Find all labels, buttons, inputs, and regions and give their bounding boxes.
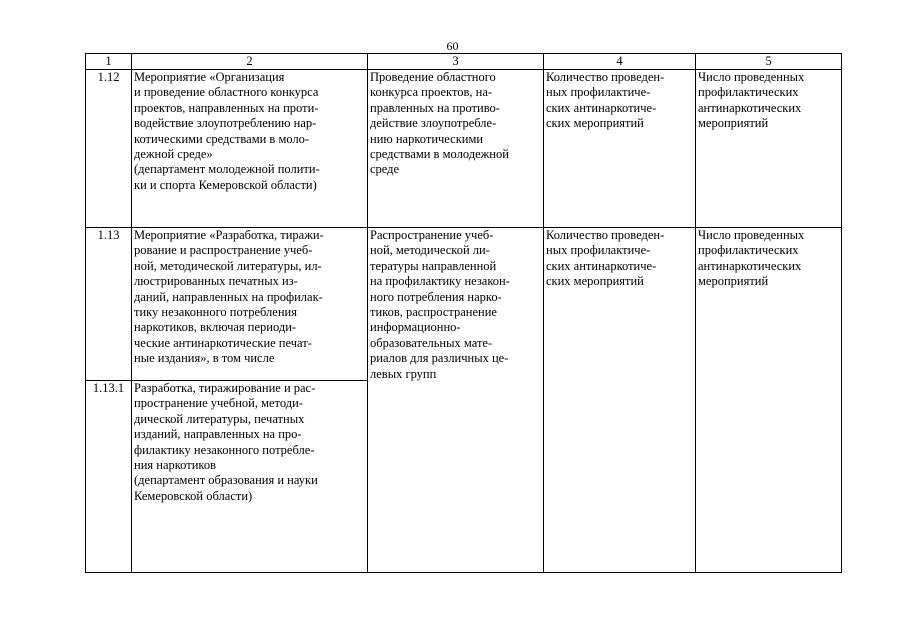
cell-text-line: Распространение учеб- bbox=[370, 228, 494, 242]
cell-text-line: и проведение областного конкурса bbox=[134, 85, 319, 100]
cell-text-line: тиков, распространение bbox=[370, 305, 497, 320]
content-cell bbox=[368, 70, 544, 228]
cell-text-line: мероприятий bbox=[698, 274, 769, 289]
row-number: 1.13 bbox=[86, 228, 132, 381]
cell-text-line: правленных на противо- bbox=[370, 100, 500, 115]
cell-text-line: пространение учебной, методи- bbox=[134, 396, 303, 411]
cell-text-line: информационно- bbox=[370, 320, 461, 335]
measure-cell bbox=[132, 228, 368, 381]
cell-text-line: нию наркотическими bbox=[370, 131, 484, 146]
cell-text-line: Проведение областного bbox=[370, 70, 496, 84]
cell-text-line: ного потребления нарко- bbox=[370, 289, 502, 304]
cell-text-line: Разработка, тиражирование и рас- bbox=[134, 381, 316, 395]
cell-text-line: профилактических bbox=[698, 85, 799, 100]
cell-text-line: даний, направленных на профилак- bbox=[134, 289, 323, 304]
cell-text-line: ских антинаркотиче- bbox=[546, 100, 657, 115]
row-number: 1.12 bbox=[86, 70, 132, 228]
cell-text-line: водействие злоупотреблению нар- bbox=[134, 116, 317, 131]
measure-cell bbox=[132, 70, 368, 228]
indicator-cell bbox=[544, 70, 696, 228]
cell-text-line: антинаркотических bbox=[698, 258, 802, 273]
cell-text-line: мероприятий bbox=[698, 116, 769, 131]
cell-text-line: ских антинаркотиче- bbox=[546, 258, 657, 273]
column-header: 5 bbox=[696, 54, 842, 70]
cell-text-line: риалов для различных це- bbox=[370, 351, 509, 366]
measures-table bbox=[85, 53, 842, 573]
cell-text-line: средствами в молодежной bbox=[370, 147, 509, 162]
cell-text-line: левых групп bbox=[370, 366, 437, 381]
cell-text-line: дежной среде» bbox=[134, 147, 213, 162]
cell-text-line: люстрированных печатных из- bbox=[134, 274, 298, 289]
content-cell bbox=[368, 228, 544, 573]
table-row bbox=[86, 228, 842, 381]
cell-text-line: Количество проведен- bbox=[546, 70, 665, 84]
cell-text-line: проектов, направленных на проти- bbox=[134, 100, 319, 115]
cell-text-line: образовательных мате- bbox=[370, 335, 493, 350]
cell-text-line: антинаркотических bbox=[698, 100, 802, 115]
cell-text-line: конкурса проектов, на- bbox=[370, 85, 493, 100]
cell-text-line: на профилактику незакон- bbox=[370, 274, 510, 289]
cell-text-line: дической литературы, печатных bbox=[134, 411, 305, 426]
indicator-cell bbox=[544, 228, 696, 573]
cell-text-line: котическими средствами в моло- bbox=[134, 131, 310, 146]
cell-text-line: действие злоупотребле- bbox=[370, 116, 497, 131]
cell-text-line: наркотиков, включая периоди- bbox=[134, 320, 297, 335]
cell-text-line: (департамент молодежной полити- bbox=[134, 162, 320, 177]
cell-text-line: ной, методической литературы, ил- bbox=[134, 258, 322, 273]
cell-text-line: Мероприятие «Разработка, тиражи- bbox=[134, 228, 324, 242]
cell-text-line: Кемеровской области) bbox=[134, 488, 253, 503]
cell-text-line: Количество проведен- bbox=[546, 228, 665, 242]
table-row bbox=[86, 70, 842, 228]
cell-text-line: ния наркотиков bbox=[134, 458, 217, 473]
page-number: 60 bbox=[446, 39, 459, 53]
cell-text-line: ских мероприятий bbox=[546, 116, 644, 131]
column-header: 2 bbox=[132, 54, 368, 70]
measure-cell bbox=[132, 381, 368, 573]
cell-text-line: ки и спорта Кемеровской области) bbox=[134, 177, 317, 192]
cell-text-line: профилактических bbox=[698, 243, 799, 258]
column-header: 4 bbox=[544, 54, 696, 70]
cell-text-line: Мероприятие «Организация bbox=[134, 70, 285, 84]
cell-text-line: среде bbox=[370, 162, 400, 177]
cell-text-line: филактику незаконного потребле- bbox=[134, 442, 315, 457]
cell-text-line: ной, методической ли- bbox=[370, 243, 490, 258]
result-cell bbox=[696, 228, 842, 573]
result-cell bbox=[696, 70, 842, 228]
cell-text-line: Число проведенных bbox=[698, 228, 805, 242]
cell-text-line: ных профилактиче- bbox=[546, 85, 651, 100]
column-number-row bbox=[86, 54, 842, 70]
cell-text-line: ных профилактиче- bbox=[546, 243, 651, 258]
cell-text-line: ских мероприятий bbox=[546, 274, 644, 289]
column-header: 1 bbox=[86, 54, 132, 70]
cell-text-line: тературы направленной bbox=[370, 258, 497, 273]
cell-text-line: ные издания», в том числе bbox=[134, 351, 275, 366]
cell-text-line: изданий, направленных на про- bbox=[134, 427, 302, 442]
cell-text-line: Число проведенных bbox=[698, 70, 805, 84]
column-header: 3 bbox=[368, 54, 544, 70]
cell-text-line: ческие антинаркотические печат- bbox=[134, 335, 312, 350]
cell-text-line: (департамент образования и науки bbox=[134, 473, 318, 488]
cell-text-line: рование и распространение учеб- bbox=[134, 243, 313, 258]
cell-text-line: тику незаконного потребления bbox=[134, 305, 297, 320]
row-number: 1.13.1 bbox=[86, 381, 132, 573]
